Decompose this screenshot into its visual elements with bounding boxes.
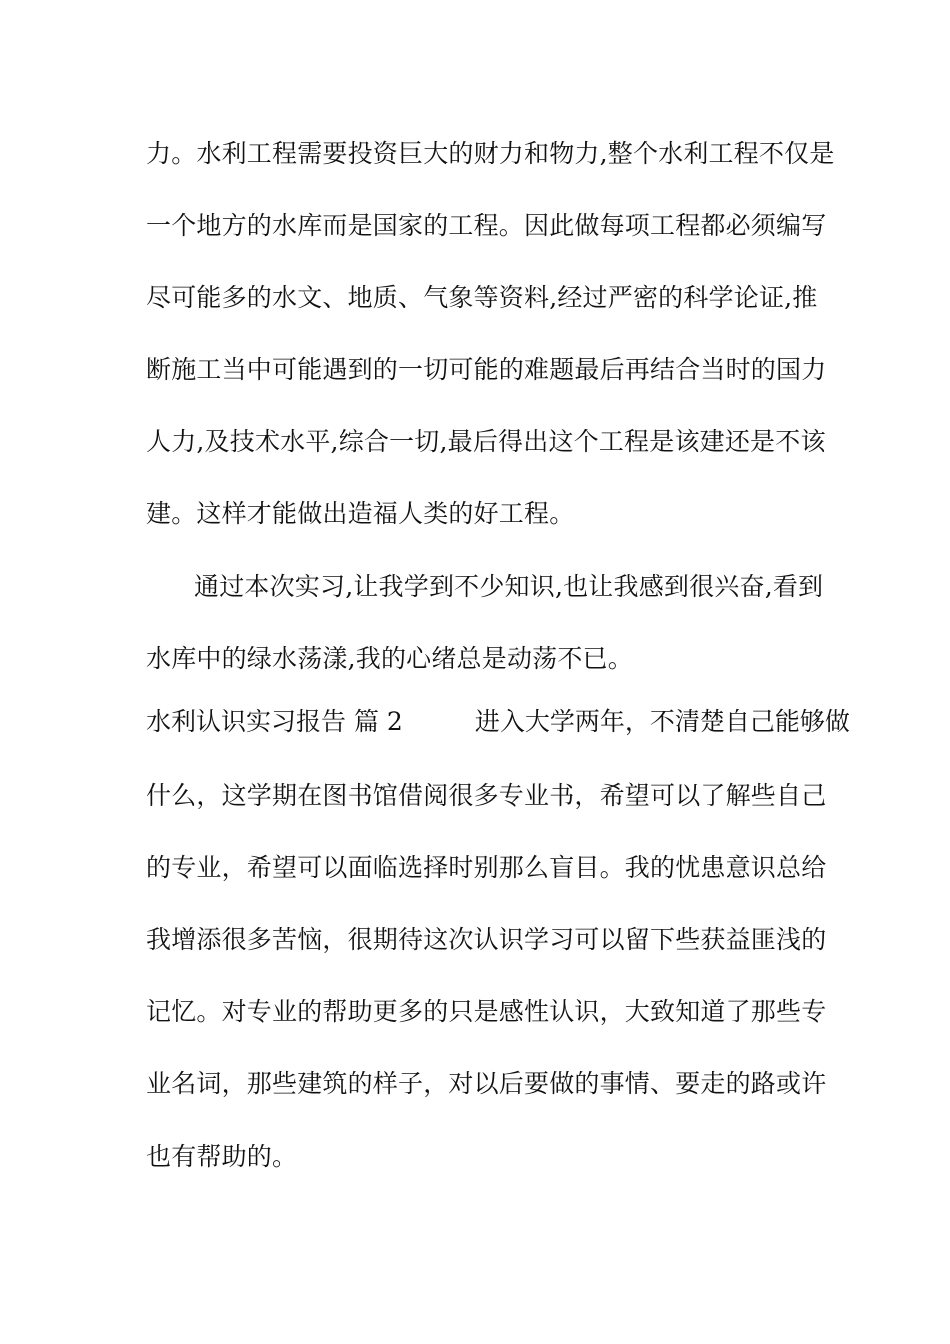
paragraph-line: 人力,及技术水平,综合一切,最后得出这个工程是该建还是不该	[146, 427, 826, 456]
section-title: 水利认识实习报告 篇 2	[146, 707, 403, 736]
paragraph-line: 什么，这学期在图书馆借阅很多专业书，希望可以了解些自己	[146, 781, 827, 810]
paragraph-line: 一个地方的水库而是国家的工程。因此做每项工程都必须编写	[146, 211, 827, 240]
paragraph-line: 通过本次实习,让我学到不少知识,也让我感到很兴奋,看到	[194, 572, 824, 601]
paragraph-line: 记忆。对专业的帮助更多的只是感性认识，大致知道了那些专	[146, 997, 827, 1026]
paragraph-line: 尽可能多的水文、地质、气象等资料,经过严密的科学论证,推	[146, 283, 818, 312]
paragraph-line: 进入大学两年，不清楚自己能够做	[474, 707, 850, 736]
paragraph-line: 也有帮助的。	[146, 1142, 298, 1171]
paragraph-line: 建。这样才能做出造福人类的好工程。	[146, 499, 575, 528]
section-heading-line	[146, 706, 850, 738]
paragraph-line: 业名词，那些建筑的样子，对以后要做的事情、要走的路或许	[146, 1069, 827, 1098]
paragraph-line: 的专业，希望可以面临选择时别那么盲目。我的忧患意识总给	[146, 853, 827, 882]
paragraph-line: 断施工当中可能遇到的一切可能的难题最后再结合当时的国力	[146, 355, 827, 384]
paragraph-line: 水库中的绿水荡漾,我的心绪总是动荡不已。	[146, 644, 633, 673]
paragraph-line: 力。水利工程需要投资巨大的财力和物力,整个水利工程不仅是	[146, 139, 835, 168]
paragraph-line: 我增添很多苦恼，很期待这次认识学习可以留下些获益匪浅的	[146, 925, 827, 954]
